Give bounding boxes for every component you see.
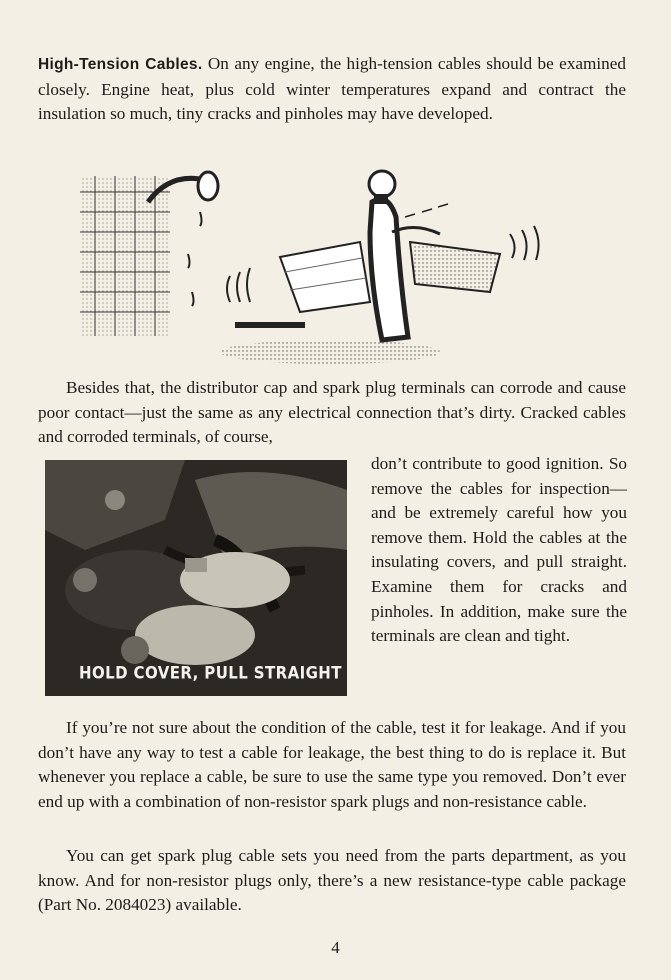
photo-image xyxy=(45,460,347,696)
page-number: 4 xyxy=(331,938,340,957)
tile-wall xyxy=(80,176,170,336)
leakage-paragraph: If you’re not sure about the condition of the cable, test it for leakage. And if you don’t have any way to test a cable for leakage, the best thing to do is replace it. But whenever you replace a cable, be sure to use the same type you removed. Don’t ever end up with a combination of non-resistor spark plugs and non-resistance cable. xyxy=(38,718,626,811)
photo-caption: HOLD COVER, PULL STRAIGHT xyxy=(79,662,342,683)
parts-paragraph: You can get spark plug cable sets you need from the parts department, as you know. And for non-resistor plugs only, there’s a new resistance-type cable package (Part No. 2084023) available. xyxy=(38,846,626,915)
inspection-paragraph: don’t contribute to good ignition. So remove the cables for inspection—and be extremely careful how you remove them. Hold the cables at the insulating covers, and pull straight. Examine them for cracks and pinholes. In addition, make sure the terminals are clean and tight. xyxy=(371,454,627,646)
intro-paragraph xyxy=(38,52,626,127)
intro-text: On any engine, the high-tension cables should be examined closely. Engine heat, plus cold winter temperatures expand and contract the insulation so much, tiny cracks and pinholes may have developed. xyxy=(38,54,626,124)
section-heading: High-Tension Cables. xyxy=(38,56,203,73)
corrosion-paragraph: Besides that, the distributor cap and spark plug terminals can corrode and cause poor contact—just the same as any electrical connection that’s dirty. Cracked cables and corroded terminals, of course, xyxy=(38,378,626,447)
cartoon-illustration xyxy=(70,162,590,374)
engine-photo xyxy=(45,460,347,696)
